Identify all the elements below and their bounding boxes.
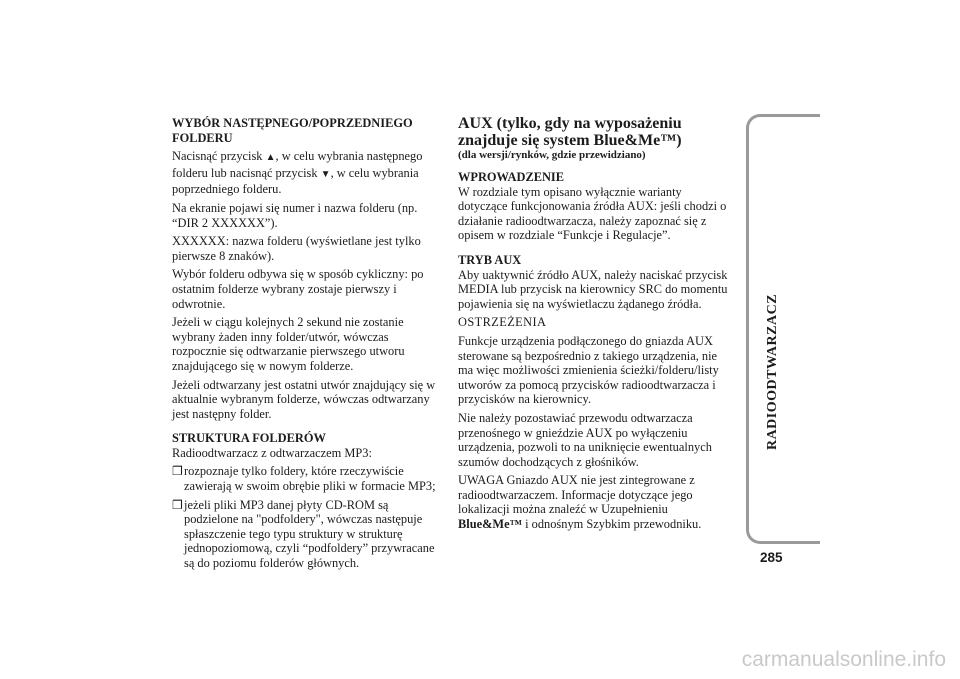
paragraph: XXXXXX: nazwa folderu (wyświetlane jest tylko pierwsze 8 znaków). bbox=[172, 234, 421, 263]
intro-heading: WPROWADZENIE bbox=[458, 170, 565, 184]
list-item bbox=[172, 498, 444, 571]
cautions-heading: OSTRZEŻENIA bbox=[458, 315, 547, 330]
paragraph: Aby uaktywnić źródło AUX, należy naciskać przycisk MEDIA lub przycisk na kierownicy SRC do momentu pojawienia się na wyświetlaczu żądanego źródła. bbox=[458, 267, 728, 311]
list-item-text: jeżeli pliki MP3 danej płyty CD-ROM są podzielone na "podfoldery", wówczas następuje spłaszczenie tego typu struktury w strukturę jednopoziomową, czyli “podfoldery” przywracane są do poziomu folderów głównych. bbox=[184, 497, 435, 571]
chapter-tab bbox=[746, 114, 820, 544]
paragraph: Jeżeli w ciągu kolejnych 2 sekund nie zostanie wybrany żaden inny folder/utwór, wówczas rozpocznie się odtwarzanie pierwszego utworu znajdującego się w nowym folderze. bbox=[172, 315, 405, 373]
folder-select-paragraph bbox=[172, 149, 444, 197]
text-span: , w celu wybrania następnego folderu lub nacisnąć przycisk bbox=[172, 149, 423, 180]
checkbox-bullet-icon: ❒ bbox=[172, 464, 183, 479]
text-span: Nacisnąć przycisk bbox=[172, 149, 263, 164]
up-arrow-icon: ▲ bbox=[265, 152, 276, 164]
down-arrow-icon: ▼ bbox=[320, 168, 331, 180]
paragraph: Funkcje urządzenia podłączonego do gniazda AUX sterowane są bezpośrednio z takiego urządzenia, nie ma więc możliwości zmienienia ścieżki/folderu/listy utworów za pomocą przycisków radioodtwarzacza i przycisków na kierownicy. bbox=[458, 333, 719, 407]
paragraph: W rozdziale tym opisano wyłącznie warianty dotyczące funkcjonowania źródła AUX: jeśli chodzi o działanie radioodtwarzacza, należy zapoznać się z opisem w rozdziale “Funkcje i Regulacje”. bbox=[458, 184, 727, 243]
brand-name: Blue&Me™ bbox=[458, 517, 523, 532]
folder-select-heading: WYBÓR NASTĘPNEGO/POPRZEDNIEGO FOLDERU bbox=[172, 116, 413, 145]
paragraph: Radioodtwarzacz z odtwarzaczem MP3: bbox=[172, 445, 372, 460]
page-number: 285 bbox=[760, 550, 783, 565]
watermark: carmanualsonline.info bbox=[741, 648, 946, 671]
note-paragraph bbox=[458, 473, 734, 531]
right-column bbox=[458, 116, 734, 536]
paragraph: Wybór folderu odbywa się w sposób cykliczny: po ostatnim folderze wybrany zostaje pierwszy i odwrotnie. bbox=[172, 267, 424, 311]
paragraph: Nie należy pozostawiać przewodu odtwarzacza przenośnego w gnieździe AUX po wyłączeniu urządzenia, pozwoli to na uniknięcie ewentualnych szumów dochodzących z głośników. bbox=[458, 410, 712, 469]
text-span: i odnośnym Szybkim przewodniku. bbox=[522, 517, 702, 532]
left-column bbox=[172, 116, 444, 575]
list-item bbox=[172, 464, 444, 493]
paragraph: Jeżeli odtwarzany jest ostatni utwór znajdujący się w aktualnie wybranym folderze, wówczas odtwarzany jest następny folder. bbox=[172, 377, 436, 421]
folder-structure-heading: STRUKTURA FOLDERÓW bbox=[172, 431, 326, 446]
paragraph: Na ekranie pojawi się numer i nazwa folderu (np. “DIR 2 XXXXXX”). bbox=[172, 200, 418, 230]
checkbox-bullet-icon: ❒ bbox=[172, 497, 183, 512]
text-span: UWAGA Gniazdo AUX nie jest zintegrowane z radioodtwarzaczem. Informacje dotyczące jego lokalizacji można znaleźć w Uzupełnieniu bbox=[458, 473, 695, 517]
chapter-tab-label: RADIOODTWARZACZ bbox=[765, 293, 780, 451]
list-item-text: rozpoznaje tylko foldery, które rzeczywiście zawierają w swoim obrębie pliki w formacie MP3; bbox=[184, 464, 436, 494]
aux-section-subtitle: (dla wersji/rynków, gdzie przewidziano) bbox=[458, 149, 646, 161]
aux-section-title: AUX (tylko, gdy na wyposażeniu znajduje się system Blue&Me™) bbox=[458, 115, 682, 149]
text-span: , w celu wybrania poprzedniego folderu. bbox=[172, 165, 419, 197]
aux-mode-heading: TRYB AUX bbox=[458, 252, 522, 267]
